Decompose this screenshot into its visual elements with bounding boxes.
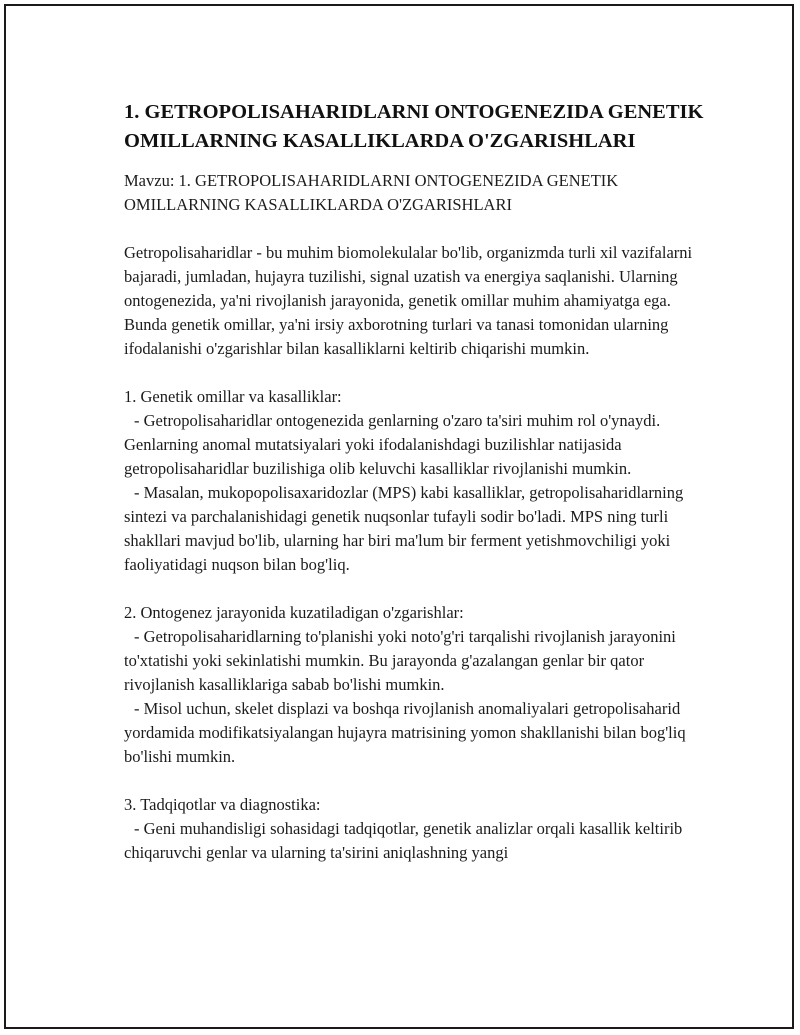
section-heading: 2. Ontogenez jarayonida kuzatiladigan o'zgarishlar: (124, 603, 464, 622)
intro-paragraph: Getropolisaharidlar - bu muhim biomolekulalar bo'lib, organizmda turli xil vazifalarni bajaradi, jumladan, hujayra tuzilishi, signal uzatish va energiya saqlanishi. Ularning ontogenezida, ya'ni rivojlanish jarayonida, genetik omillar muhim ahamiyatga ega. Bunda genetik omillar, ya'ni irsiy axborotning turlari va tanasi tomonidan ularning ifodalanishi o'zgarishlar bilan kasalliklarni keltirib chiqarishi mumkin. (124, 243, 693, 358)
bullet-text: - Masalan, mukopopolisaxaridozlar (MPS) kabi kasalliklar, getropolisaharidlarning sintezi va parchalanishidagi genetik nuqsonlar tufayli sodir bo'ladi. MPS ning turli shakllari mavjud bo'lib, ularning har biri ma'lum bir ferment yetishmovchiligi yoki faoliyatidagi nuqson bilan bog'liq. (124, 483, 684, 574)
section-research-diagnostics (124, 793, 704, 865)
section-bullet (124, 817, 704, 865)
section-genetic-factors (124, 385, 704, 577)
bullet-text: - Geni muhandisligi sohasidagi tadqiqotlar, genetik analizlar orqali kasallik keltirib chiqaruvchi genlar va ularning ta'sirini aniqlashning yangi (124, 819, 683, 862)
section-bullet (124, 697, 704, 769)
page-frame (4, 4, 794, 1029)
bullet-text: - Getropolisaharidlarning to'planishi yoki noto'g'ri tarqalishi rivojlanish jarayonini to'xtatishi yoki sekinlatishi mumkin. Bu jarayonda g'azalangan genlar bir qator rivojlanish kasalliklariga sabab bo'lishi mumkin. (124, 627, 676, 694)
document-title: 1. GETROPOLISAHARIDLARNI ONTOGENEZIDA GENETIK OMILLARNING KASALLIKLARDA O'ZGARISHLARI (124, 101, 704, 152)
section-ontogenesis-changes (124, 601, 704, 769)
section-bullet (124, 625, 704, 697)
document-body (124, 98, 704, 889)
section-heading: 1. Genetik omillar va kasalliklar: (124, 387, 342, 406)
bullet-text: - Misol uchun, skelet displazi va boshqa rivojlanish anomaliyalari getropolisaharid yordamida modifikatsiyalangan hujayra matrisining yomon shakllanishi bilan bog'liq bo'lishi mumkin. (124, 699, 686, 766)
bullet-text: - Getropolisaharidlar ontogenezida genlarning o'zaro ta'siri muhim rol o'ynaydi. Genlarning anomal mutatsiyalari yoki ifodalanishdagi buzilishlar natijasida getropolisaharidlar buzilishiga olib keluvchi kasalliklar rivojlanishi mumkin. (124, 411, 661, 478)
topic-line: Mavzu: 1. GETROPOLISAHARIDLARNI ONTOGENEZIDA GENETIK OMILLARNING KASALLIKLARDA O'ZGARISHLARI (124, 171, 619, 214)
section-heading: 3. Tadqiqotlar va diagnostika: (124, 795, 321, 814)
section-bullet (124, 409, 704, 481)
section-bullet (124, 481, 704, 577)
